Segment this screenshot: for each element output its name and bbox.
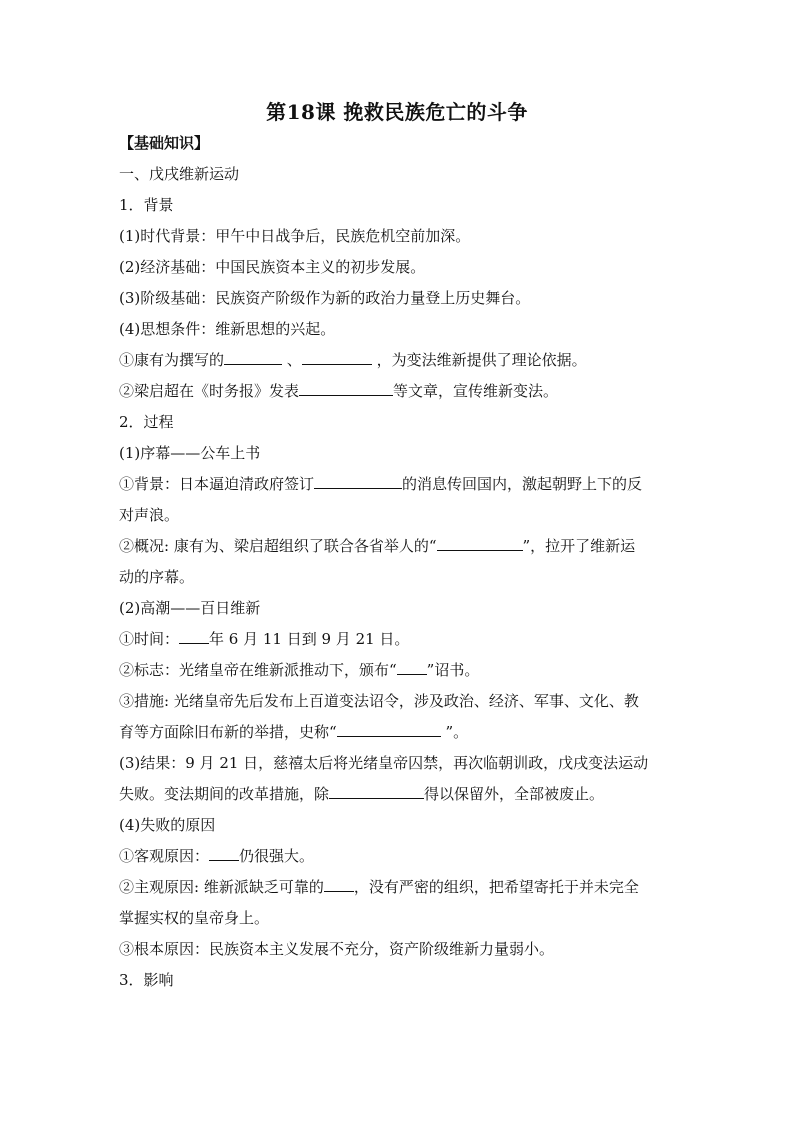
subheading-process: 2．过程 xyxy=(119,413,174,431)
text-segment: 失败。变法期间的改革措施，除 xyxy=(119,785,330,803)
fill-line-subjective xyxy=(119,872,675,903)
text-segment: ”。 xyxy=(440,723,469,741)
fill-blank[interactable] xyxy=(209,843,239,861)
fill-blank[interactable] xyxy=(397,657,427,675)
fill-blank[interactable] xyxy=(179,626,209,644)
subheading-background: 1．背景 xyxy=(119,196,174,214)
text-segment: ②主观原因: 维新派缺乏可靠的 xyxy=(119,878,324,896)
fill-blank[interactable] xyxy=(329,781,424,799)
fill-blank[interactable] xyxy=(302,347,372,365)
fill-line-treaty xyxy=(119,469,675,500)
text-segment: ①时间： xyxy=(119,630,180,648)
text-segment: 仍很强大。 xyxy=(239,847,315,865)
background-item-4: (4)思想条件：维新思想的兴起。 xyxy=(119,320,336,338)
fill-blank[interactable] xyxy=(299,378,393,396)
fill-blank[interactable] xyxy=(324,874,354,892)
subheading-impact: 3．影响 xyxy=(119,971,174,989)
fill-blank[interactable] xyxy=(337,719,441,737)
text-segment: ①客观原因： xyxy=(119,847,210,865)
background-item-3: (3)阶级基础：民族资产阶级作为新的政治力量登上历史舞台。 xyxy=(119,289,531,307)
text-segment: ，为变法维新提供了理论依据。 xyxy=(371,351,587,369)
text-segment: 得以保留外，全部被废止。 xyxy=(424,785,605,803)
text-segment: ”，拉开了维新运 xyxy=(522,537,636,555)
text-line: ③措施: 光绪皇帝先后发布上百道变法诏令，涉及政治、经济、军事、文化、教 xyxy=(119,692,639,710)
section-heading: 【基础知识】 xyxy=(119,134,210,152)
text-segment: 等文章，宣传维新变法。 xyxy=(393,382,559,400)
text-segment: 、 xyxy=(282,351,302,369)
process-item-4: (4)失败的原因 xyxy=(119,816,216,834)
document-body xyxy=(119,128,675,996)
text-segment: 年 6 月 11 日到 9 月 21 日。 xyxy=(209,630,410,648)
background-item-1: (1)时代背景：甲午中日战争后，民族危机空前加深。 xyxy=(119,227,471,245)
fill-line-liang xyxy=(119,376,675,407)
text-line: (3)结果：9 月 21 日，慈禧太后将光绪皇帝囚禁，再次临朝训政，戊戌变法运动 xyxy=(119,754,649,772)
text-segment: ②标志：光绪皇帝在维新派推动下，颁布“ xyxy=(119,661,397,679)
process-item-2: (2)高潮——百日维新 xyxy=(119,599,261,617)
background-item-2: (2)经济基础：中国民族资本主义的初步发展。 xyxy=(119,258,426,276)
text-segment: ①背景：日本逼迫清政府签订 xyxy=(119,475,315,493)
fill-line-overview xyxy=(119,531,675,562)
text-line: 动的序幕。 xyxy=(119,568,195,586)
fill-line-sign xyxy=(119,655,675,686)
fill-blank[interactable] xyxy=(224,347,282,365)
text-segment: ①康有为撰写的 xyxy=(119,351,225,369)
fill-blank[interactable] xyxy=(437,533,523,551)
fill-line-objective xyxy=(119,841,675,872)
fill-line-result xyxy=(119,779,675,810)
text-line: 掌握实权的皇帝身上。 xyxy=(119,909,270,927)
text-segment: ②概况: 康有为、梁启超组织了联合各省举人的“ xyxy=(119,537,437,555)
fill-line-kang xyxy=(119,345,675,376)
text-segment: ”诏书。 xyxy=(426,661,480,679)
text-segment: 育等方面除旧布新的举措，史称“ xyxy=(119,723,337,741)
fill-blank[interactable] xyxy=(314,471,402,489)
text-segment: 的消息传回国内，激起朝野上下的反 xyxy=(402,475,643,493)
process-item-1: (1)序幕——公车上书 xyxy=(119,444,261,462)
text-line: ③根本原因：民族资本主义发展不充分，资产阶级维新力量弱小。 xyxy=(119,940,555,958)
text-line: 对声浪。 xyxy=(119,506,180,524)
text-segment: ②梁启超在《时务报》发表 xyxy=(119,382,300,400)
fill-line-measures xyxy=(119,717,675,748)
fill-line-time xyxy=(119,624,675,655)
part-heading: 一、戊戌维新运动 xyxy=(119,165,240,183)
page-title: 第18课 挽救民族危亡的斗争 xyxy=(266,100,528,124)
text-segment: ，没有严密的组织，把希望寄托于并未完全 xyxy=(353,878,639,896)
